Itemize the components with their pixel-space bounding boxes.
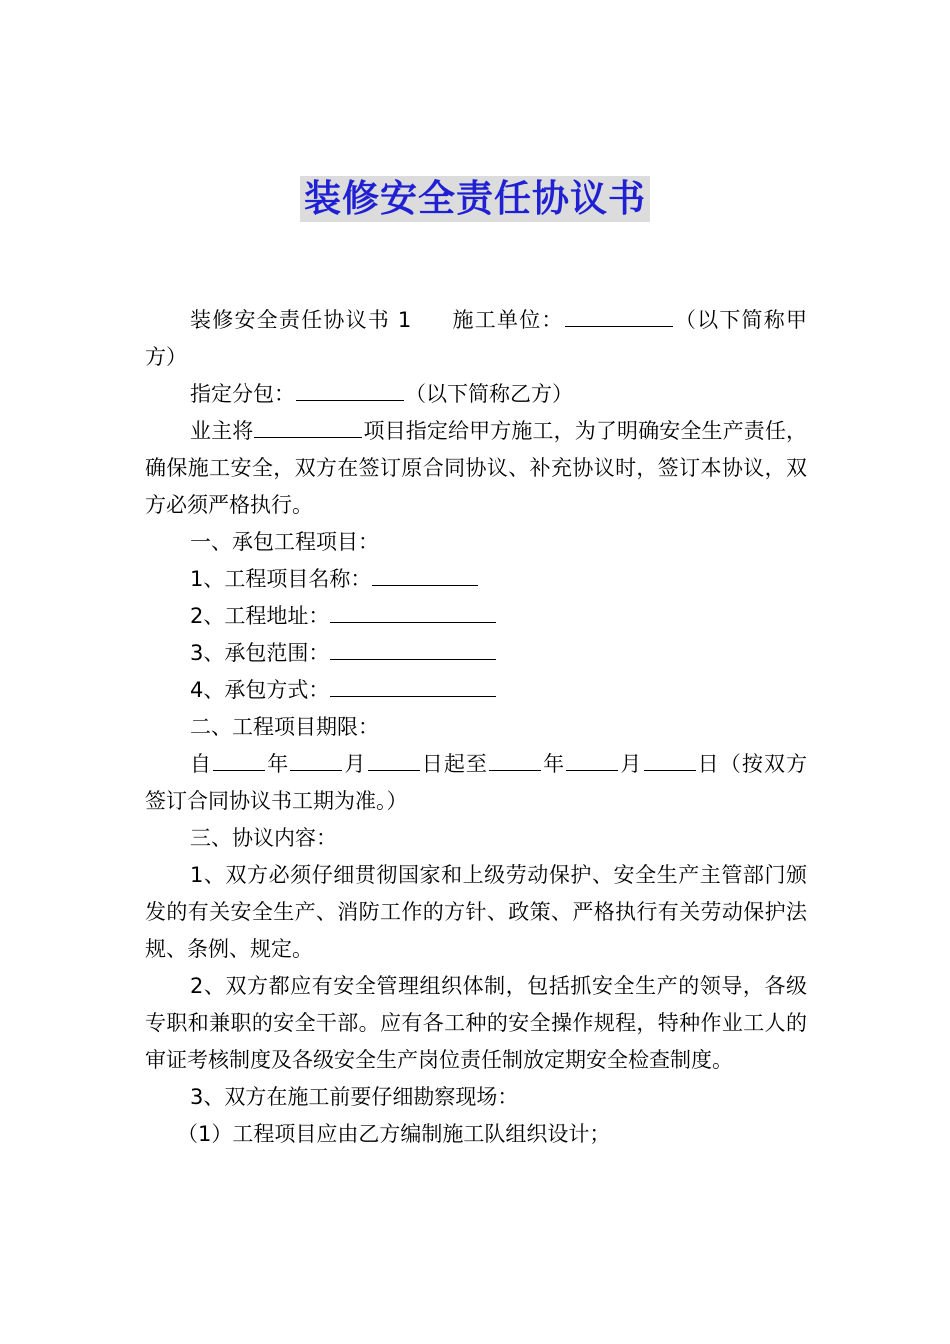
period-month-1: 月: [343, 752, 367, 776]
period-year-2: 年: [542, 752, 566, 776]
section-2-heading: 二、工程项目期限：: [190, 715, 379, 739]
paragraph-owner: [145, 413, 807, 524]
item-address-label: 2、工程地址：: [190, 604, 330, 628]
period-tail: 日（按双方签订合同协议书工期为准。）: [145, 752, 808, 813]
item-project-name-blank: [372, 563, 478, 586]
document-body: [145, 302, 807, 1153]
section-3-heading: 三、协议内容：: [190, 826, 337, 850]
item-method-blank: [330, 674, 496, 697]
intro-heading: 装修安全责任协议书 1: [190, 308, 412, 332]
start-year-blank: [213, 748, 265, 771]
item-project-name-label: 1、工程项目名称：: [190, 567, 372, 591]
item-scope: [145, 635, 807, 672]
period-day-to: 日起至: [420, 752, 489, 776]
period-month-2: 月: [619, 752, 643, 776]
paragraph-intro: [145, 302, 807, 376]
clause-1: 1、双方必须仔细贯彻国家和上级劳动保护、安全生产主管部门颁发的有关安全生产、消防工作的方针、政策、严格执行有关劳动保护法规、条例、规定。: [145, 863, 807, 961]
section-1-heading: 一、承包工程项目：: [190, 530, 379, 554]
document-title: 装修安全责任协议书: [300, 176, 650, 222]
clause-2: 2、双方都应有安全管理组织体制，包括抓安全生产的领导，各级专职和兼职的安全干部。应有各工种的安全操作规程，特种作业工人的审证考核制度及各级安全生产岗位责任制放定期安全检查制度。: [145, 974, 807, 1072]
construction-unit-blank: [565, 304, 673, 327]
owner-text: 项目指定给甲方施工，为了明确安全生产责任，确保施工安全，双方在签订原合同协议、补充协议时，签订本协议，双方必须严格执行。: [145, 419, 807, 517]
clause-3: 3、双方在施工前要仔细勘察现场：: [190, 1085, 519, 1109]
owner-lead: 业主将: [190, 419, 254, 443]
item-method: [145, 672, 807, 709]
construction-unit-label: 施工单位：: [451, 308, 564, 332]
title-container: [0, 176, 950, 222]
item-address: [145, 598, 807, 635]
subcontractor-label: 指定分包：: [190, 382, 295, 406]
party-b-note: （以下简称乙方）: [405, 382, 573, 406]
party-a-note: （以下简称甲方）: [145, 308, 808, 369]
item-address-blank: [330, 600, 496, 623]
item-method-label: 4、承包方式：: [190, 678, 330, 702]
item-scope-label: 3、承包范围：: [190, 641, 330, 665]
start-month-blank: [290, 748, 342, 771]
clause-3-1: （1）工程项目应由乙方编制施工队组织设计；: [177, 1122, 611, 1146]
project-name-blank: [254, 415, 362, 438]
start-day-blank: [368, 748, 420, 771]
paragraph-subcontractor: [145, 376, 807, 413]
item-project-name: [145, 561, 807, 598]
item-scope-blank: [330, 637, 496, 660]
end-month-blank: [566, 748, 618, 771]
paragraph-period: [145, 746, 807, 820]
period-from: 自: [190, 752, 213, 776]
end-year-blank: [489, 748, 541, 771]
period-year-1: 年: [266, 752, 290, 776]
subcontractor-blank: [296, 378, 404, 401]
end-day-blank: [644, 748, 696, 771]
